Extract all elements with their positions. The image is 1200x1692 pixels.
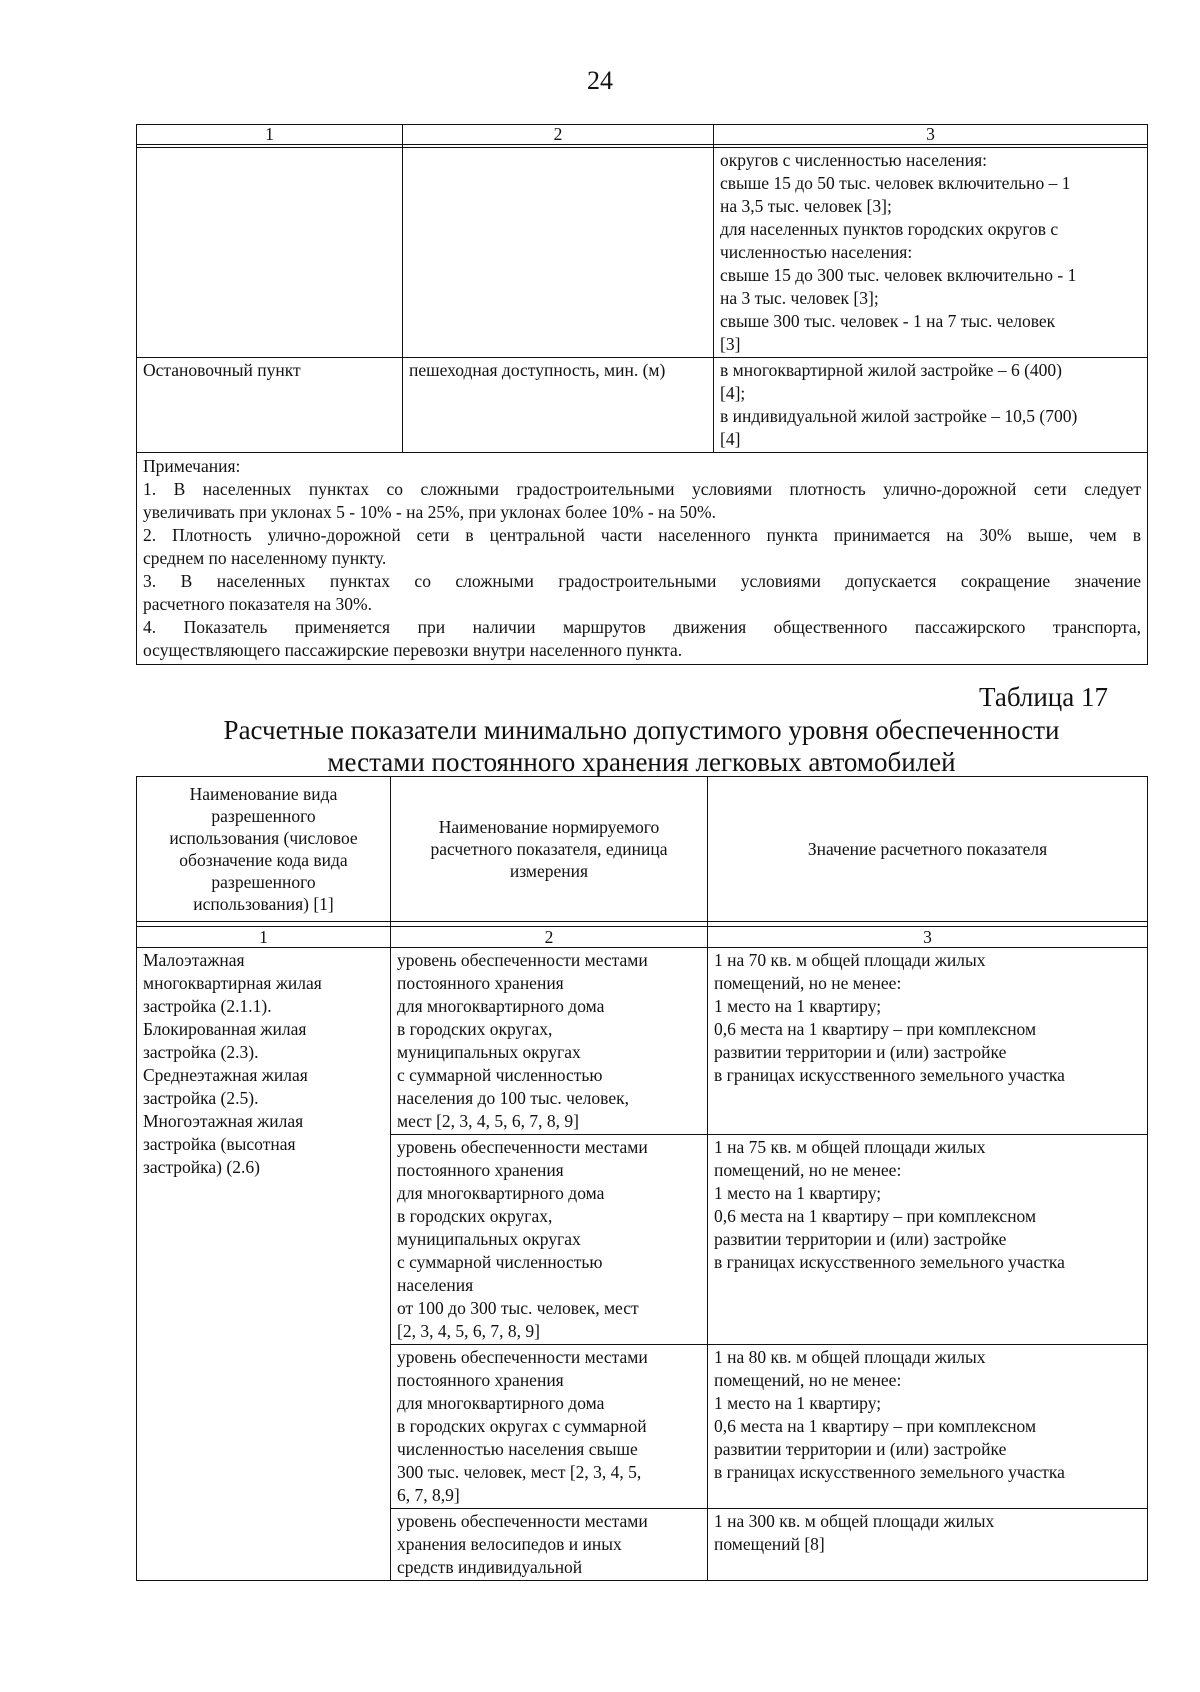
header-line: измерения [509, 861, 589, 881]
cell-line: свыше 15 до 300 тыс. человек включительно - 1 [720, 265, 1077, 285]
table-row [137, 948, 1148, 1135]
note-line: 1. В населенных пунктах со сложными градостроительными условиями плотность улично-дорожной сети следует [143, 479, 1141, 499]
cell-line: Остановочный пункт [143, 360, 301, 380]
note-line: Примечания: [143, 456, 241, 476]
table-cell [714, 358, 1148, 453]
cell-line: свыше 300 тыс. человек - 1 на 7 тыс. человек [720, 311, 1056, 331]
cell-line: в границах искусственного земельного участка [714, 1462, 1065, 1482]
table-cell [403, 358, 714, 453]
cell-line: муниципальных округах [397, 1229, 581, 1249]
table-cell [708, 948, 1148, 1135]
cell-line: для населенных пунктов городских округов с [720, 219, 1059, 239]
table-caption: Таблица 17 [979, 682, 1108, 712]
header-line: использования) [1] [193, 894, 334, 914]
cell-line: от 100 до 300 тыс. человек, мест [397, 1298, 639, 1318]
cell-line: уровень обеспеченности местами [397, 1511, 648, 1531]
cell-line: в городских округах, [397, 1206, 553, 1226]
cell-line: на 3 тыс. человек [3]; [720, 288, 879, 308]
column-number: 1 [137, 125, 403, 145]
table-row [137, 358, 1148, 453]
cell-line: в границах искусственного земельного участка [714, 1065, 1065, 1085]
page-number: 24 [587, 66, 613, 95]
note-line: среднем по населенному пункту. [143, 548, 387, 568]
cell-line: уровень обеспеченности местами [397, 1347, 648, 1367]
column-number: 1 [137, 927, 391, 948]
column-number-row [137, 927, 1148, 948]
cell-line: Многоэтажная жилая [143, 1111, 304, 1131]
cell-line: застройка (высотная [143, 1134, 296, 1154]
cell-line: средств индивидуальной [397, 1557, 583, 1577]
header-row [137, 777, 1148, 922]
cell-line: численностью населения: [720, 242, 913, 262]
cell-line: 300 тыс. человек, мест [2, 3, 4, 5, [397, 1462, 642, 1482]
cell-line: свыше 15 до 50 тыс. человек включительно – 1 [720, 173, 1071, 193]
table-cell [708, 1509, 1148, 1581]
cell-line: застройка) (2.6) [143, 1157, 260, 1177]
cell-line: населения до 100 тыс. человек, [397, 1088, 629, 1108]
cell-line: в городских округах с суммарной [397, 1416, 647, 1436]
cell-line: 1 место на 1 квартиру; [714, 1393, 882, 1413]
cell-line: 0,6 места на 1 квартиру – при комплексном [714, 1206, 1037, 1226]
note-line: увеличивать при уклонах 5 - 10% - на 25%, при уклонах более 10% - на 50%. [143, 502, 716, 522]
table-cell [391, 1135, 708, 1345]
cell-line: [4] [720, 429, 741, 449]
note-line: расчетного показателя на 30%. [143, 594, 373, 614]
table-cell [708, 1135, 1148, 1345]
note-line: 2. Плотность улично-дорожной сети в центральной части населенного пункта принимается на 30% выше, чем в [143, 525, 1141, 545]
cell-line: Блокированная жилая [143, 1019, 307, 1039]
column-number: 2 [391, 927, 708, 948]
table-16-continuation [136, 124, 1148, 665]
cell-line: с суммарной численностью [397, 1065, 603, 1085]
table-cell [137, 948, 391, 1581]
table-cell [391, 1509, 708, 1581]
cell-line: помещений [8] [714, 1534, 825, 1554]
cell-line: мест [2, 3, 4, 5, 6, 7, 8, 9] [397, 1111, 579, 1131]
cell-line: численностью населения свыше [397, 1439, 638, 1459]
note-line: 4. Показатель применяется при наличии маршрутов движения общественного пассажирского транспорта, [143, 617, 1141, 637]
cell-line: застройка (2.5). [143, 1088, 259, 1108]
cell-line: многоквартирная жилая [143, 973, 322, 993]
cell-line: [4]; [720, 383, 746, 403]
column-number: 2 [403, 125, 714, 145]
header-line: расчетного показателя, единица [430, 839, 668, 859]
header-line: обозначение кода вида [179, 850, 348, 870]
header-line: разрешенного [211, 806, 316, 826]
cell-line: Среднеэтажная жилая [143, 1065, 308, 1085]
cell-line: в городских округах, [397, 1019, 553, 1039]
cell-line: с суммарной численностью [397, 1252, 603, 1272]
note-line: осуществляющего пассажирские перевозки внутри населенного пункта. [143, 640, 683, 660]
cell-line: на 3,5 тыс. человек [3]; [720, 196, 892, 216]
cell-line: 1 место на 1 квартиру; [714, 1183, 882, 1203]
cell-line: округов с численностью населения: [720, 150, 988, 170]
cell-line: 0,6 места на 1 квартиру – при комплексном [714, 1416, 1037, 1436]
table-cell [391, 1345, 708, 1509]
header-line: Наименование нормируемого [438, 817, 660, 837]
cell-line: уровень обеспеченности местами [397, 1137, 648, 1157]
cell-line: уровень обеспеченности местами [397, 950, 648, 970]
cell-line: 1 на 80 кв. м общей площади жилых [714, 1347, 986, 1367]
header-line: Значение расчетного показателя [807, 839, 1048, 859]
cell-line: развитии территории и (или) застройке [714, 1439, 1007, 1459]
cell-line: хранения велосипедов и иных [397, 1534, 622, 1554]
cell-line: для многоквартирного дома [397, 1183, 605, 1203]
table-row [137, 148, 1148, 358]
cell-line: развитии территории и (или) застройке [714, 1042, 1007, 1062]
cell-line: 1 на 300 кв. м общей площади жилых [714, 1511, 995, 1531]
cell-line: муниципальных округах [397, 1042, 581, 1062]
cell-line: [2, 3, 4, 5, 6, 7, 8, 9] [397, 1321, 540, 1341]
header-cell [391, 777, 708, 922]
cell-line: 1 на 75 кв. м общей площади жилых [714, 1137, 986, 1157]
cell-line: пешеходная доступность, мин. (м) [409, 360, 666, 380]
header-cell [708, 777, 1148, 922]
cell-line: застройка (2.3). [143, 1042, 259, 1062]
cell-line: в индивидуальной жилой застройке – 10,5 (700) [720, 406, 1078, 426]
table-cell [708, 1345, 1148, 1509]
cell-line: для многоквартирного дома [397, 1393, 605, 1413]
cell-line: постоянного хранения [397, 973, 564, 993]
cell-line: развитии территории и (или) застройке [714, 1229, 1007, 1249]
cell-line: постоянного хранения [397, 1160, 564, 1180]
cell-line: для многоквартирного дома [397, 996, 605, 1016]
header-line: Наименование вида [189, 784, 338, 804]
column-number-row [137, 125, 1148, 145]
cell-line: помещений, но не менее: [714, 973, 902, 993]
column-number: 3 [714, 125, 1148, 145]
column-number: 3 [708, 927, 1148, 948]
cell-line: 6, 7, 8,9] [397, 1485, 460, 1505]
note-line: 3. В населенных пунктах со сложными градостроительными условиями допускается сокращение значение [143, 571, 1141, 591]
notes-row [137, 453, 1148, 665]
table-cell [391, 948, 708, 1135]
cell-line: 1 место на 1 квартиру; [714, 996, 882, 1016]
table-cell [403, 148, 714, 358]
cell-line: [3] [720, 334, 741, 354]
title-line: Расчетные показатели минимально допустимого уровня обеспеченности [223, 715, 1060, 745]
cell-line: постоянного хранения [397, 1370, 564, 1390]
table-cell [137, 358, 403, 453]
cell-line: помещений, но не менее: [714, 1160, 902, 1180]
header-cell [137, 777, 391, 922]
cell-line: 0,6 места на 1 квартиру – при комплексном [714, 1019, 1037, 1039]
table-cell [137, 148, 403, 358]
title-line: местами постоянного хранения легковых автомобилей [327, 747, 956, 777]
cell-line: застройка (2.1.1). [143, 996, 272, 1016]
cell-line: населения [397, 1275, 474, 1295]
cell-line: в многоквартирной жилой застройке – 6 (400) [720, 360, 1062, 380]
table-title [136, 714, 1147, 778]
cell-line: Малоэтажная [143, 950, 245, 970]
notes-cell [137, 453, 1148, 665]
header-line: разрешенного [211, 872, 316, 892]
header-line: использования (числовое [169, 828, 358, 848]
table-17 [136, 776, 1148, 1581]
cell-line: помещений, но не менее: [714, 1370, 902, 1390]
cell-line: 1 на 70 кв. м общей площади жилых [714, 950, 986, 970]
cell-line: в границах искусственного земельного участка [714, 1252, 1065, 1272]
table-cell [714, 148, 1148, 358]
